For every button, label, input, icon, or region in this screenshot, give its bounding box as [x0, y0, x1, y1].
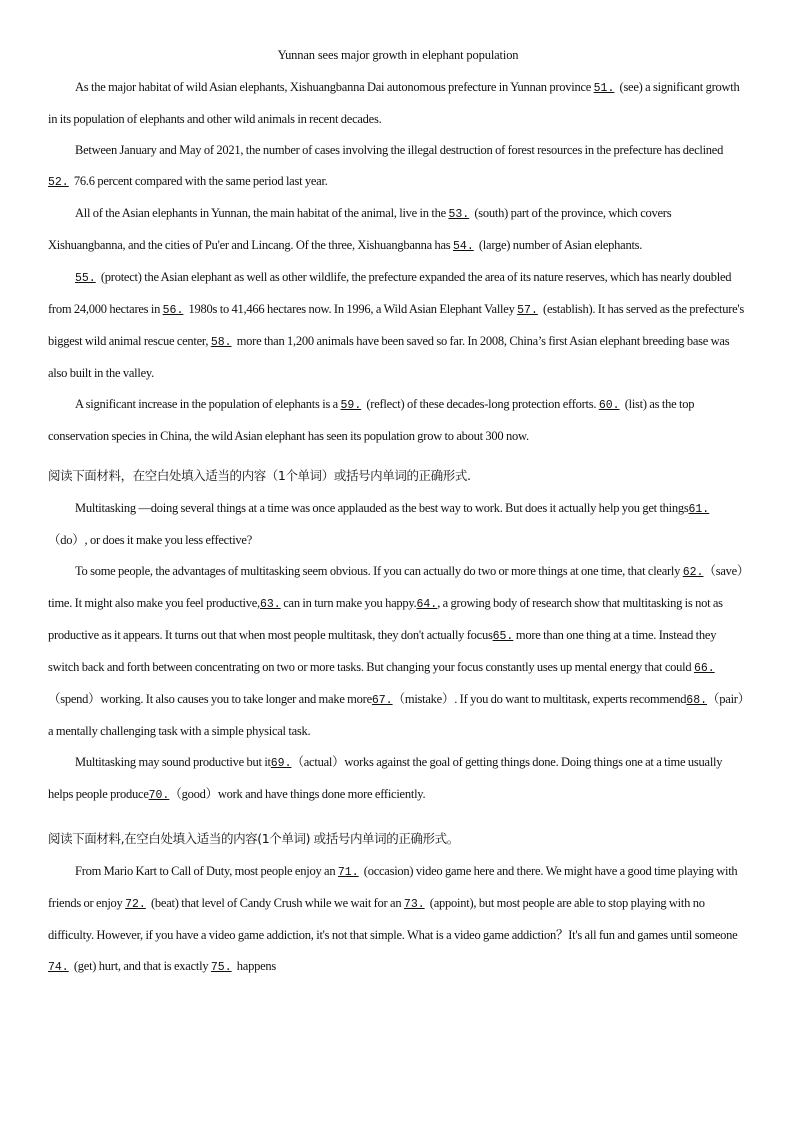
- blank-62: 62.: [682, 566, 704, 579]
- text: （do）, or does it make you less effective?: [48, 533, 253, 547]
- blank-68: 68.: [686, 694, 708, 707]
- text: (get) hurt, and that is exactly: [73, 959, 209, 973]
- text: Multitasking —doing several things at a time was once applauded as the best way to work. But does it actually help you get things: [75, 501, 689, 515]
- paragraph-1-1: [48, 72, 748, 135]
- blank-57: 57.: [517, 304, 538, 317]
- blank-56: 56.: [162, 304, 184, 317]
- blank-58: 58.: [210, 336, 232, 349]
- blank-51: 51.: [593, 82, 615, 95]
- text: （pair）a mentally challenging task with a simple physical task.: [48, 692, 744, 738]
- blank-66: 66.: [693, 662, 715, 675]
- paragraph-2-2: [48, 556, 748, 747]
- text: (beat) that level of Candy Crush while we wait for an: [151, 896, 402, 910]
- text: (protect) the Asian elephant as well as other wildlife, the prefecture expanded the area of its nature reserves, which has nearly doubled from 24,000 hectares in: [48, 270, 732, 316]
- blank-75: 75.: [210, 961, 232, 974]
- blank-54: 54.: [453, 240, 474, 253]
- text: (appoint), but most people are able to stop playing with no difficulty. However, if you have a video game addiction, it's not that simple. What is a video game addiction？It's all fun and games until someone: [48, 896, 738, 942]
- text: (establish). It has served as the prefecture's biggest wild animal rescue center,: [48, 302, 745, 348]
- blank-60: 60.: [598, 399, 620, 412]
- text: Between January and May of 2021, the number of cases involving the illegal destruction of forest resources in the prefecture has declined: [75, 143, 724, 157]
- text: (see) a significant growth in its population of elephants and other wild animals in recent decades.: [48, 80, 740, 126]
- paragraph-1-3: [48, 198, 748, 262]
- paragraph-1-5: [48, 389, 748, 452]
- text: can in turn make you happy.: [283, 596, 417, 610]
- text: , a growing body of research show that multitasking is not as productive as it appears. It turns out that when most people multitask, they don't actually focus: [48, 596, 723, 642]
- text: (large) number of Asian elephants.: [478, 238, 643, 252]
- paragraph-1-2: [48, 135, 748, 198]
- text: （mistake）. If you do want to multitask, experts recommend: [392, 692, 687, 706]
- text: (occasion) video game here and there. We might have a good time playing with friends or enjoy: [48, 864, 738, 910]
- blank-53: 53.: [448, 208, 470, 221]
- blank-71: 71.: [337, 866, 359, 879]
- text: 1980s to 41,466 hectares now. In 1996, a Wild Asian Elephant Valley: [188, 302, 515, 316]
- paragraph-3-1: [48, 856, 748, 983]
- text: more than one thing at a time. Instead they switch back and forth between concentrating on two or more tasks. But changing your focus constantly uses up mental energy that could: [48, 628, 717, 674]
- blank-69: 69.: [270, 757, 292, 770]
- text: As the major habitat of wild Asian elephants, Xishuangbanna Dai autonomous prefecture in Yunnan province: [75, 80, 592, 94]
- paragraph-2-1: [48, 493, 748, 556]
- document-page: [48, 48, 748, 983]
- text: To some people, the advantages of multitasking seem obvious. If you can actually do two or more things at one time, that clearly: [75, 564, 681, 578]
- blank-72: 72.: [125, 898, 146, 911]
- text: （good）work and have things done more efficiently.: [169, 787, 426, 801]
- text: (list) as the top conservation species in China, the wild Asian elephant has seen its population grow to about 300 now.: [48, 397, 695, 443]
- text: All of the Asian elephants in Yunnan, the main habitat of the animal, live in the: [75, 206, 446, 220]
- blank-70: 70.: [148, 789, 170, 802]
- paragraph-1-4: [48, 262, 748, 389]
- text: (south) part of the province, which covers Xishuangbanna, and the cities of Pu'er and Lincang. Of the three, Xishuangbanna has: [48, 206, 672, 252]
- text: happens: [236, 959, 276, 973]
- text: （actual）works against the goal of getting things done. Doing things one at a time usually helps people produce: [48, 755, 723, 801]
- text: Multitasking may sound productive but it: [75, 755, 271, 769]
- blank-52: 52.: [48, 176, 69, 189]
- paragraph-2-3: [48, 747, 748, 811]
- blank-64: 64.: [416, 598, 438, 611]
- text: (reflect) of these decades-long protection efforts.: [366, 397, 597, 411]
- text: （save）time. It might also make you feel productive,: [48, 564, 743, 610]
- text: more than 1,200 animals have been saved so far. In 2008, China’s first Asian elephant breeding base was also built in the valley.: [48, 334, 730, 380]
- text: 76.6 percent compared with the same period last year.: [73, 174, 328, 188]
- instruction-passage-3: 阅读下面材料,在空白处填入适当的内容(1个单词) 或括号内单词的正确形式。: [48, 831, 459, 846]
- blank-73: 73.: [403, 898, 425, 911]
- blank-63: 63.: [259, 598, 281, 611]
- instruction-passage-2: 阅读下面材料，在空白处填入适当的内容（1个单词）或括号内单词的正确形式.: [48, 468, 471, 483]
- blank-67: 67.: [371, 694, 393, 707]
- passage-title: Yunnan sees major growth in elephant population: [277, 48, 519, 62]
- blank-59: 59.: [340, 399, 362, 412]
- text: （spend）working. It also causes you to take longer and make more: [48, 692, 372, 706]
- blank-74: 74.: [48, 961, 69, 974]
- blank-55: 55.: [75, 272, 96, 285]
- blank-65: 65.: [492, 630, 514, 643]
- blank-61: 61.: [688, 503, 710, 516]
- text: A significant increase in the population of elephants is a: [75, 397, 338, 411]
- text: From Mario Kart to Call of Duty, most people enjoy an: [75, 864, 336, 878]
